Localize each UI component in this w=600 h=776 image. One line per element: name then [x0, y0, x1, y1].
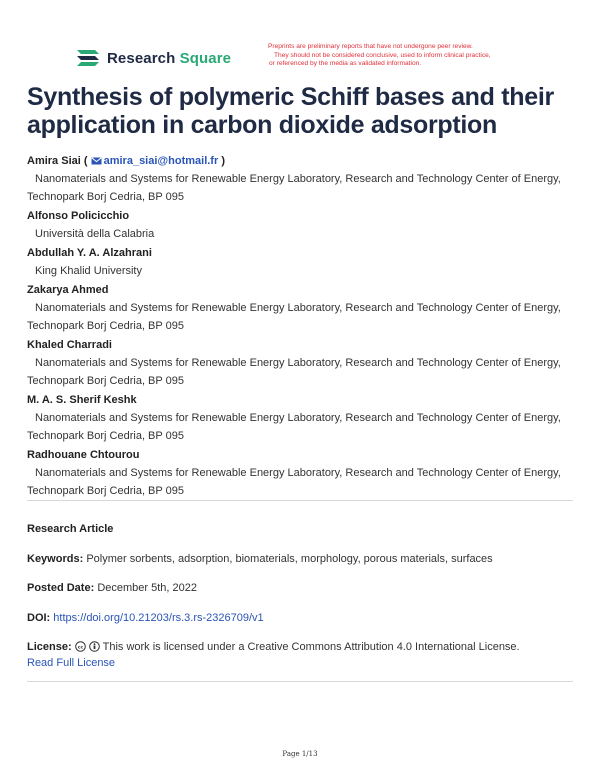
author-affiliation: Nanomaterials and Systems for Renewable Energy Laboratory, Research and Technology Center of Energy, Technopark Borj Cedria, BP 095 — [27, 412, 561, 442]
author-entry — [27, 391, 572, 445]
research-square-logo[interactable] — [75, 48, 231, 68]
author-name: Alfonso Policicchio — [27, 210, 130, 222]
creative-commons-icon — [75, 641, 86, 652]
license-text: This work is licensed under a Creative Commons Attribution 4.0 International License. — [102, 641, 520, 653]
posted-date-value: December 5th, 2022 — [97, 582, 197, 594]
preprint-disclaimer: Preprints are preliminary reports that have not undergone peer review. They should not be considered conclusive, used to inform clinical practice, or referenced by the media as validated information. — [268, 43, 491, 68]
keywords — [27, 551, 573, 567]
keywords-value: Polymer sorbents, adsorption, biomaterials, morphology, porous materials, surfaces — [86, 553, 493, 565]
author-name: Khaled Charradi — [27, 339, 112, 351]
author-name: Abdullah Y. A. Alzahrani — [27, 247, 152, 259]
author-name: Zakarya Ahmed — [27, 284, 109, 296]
mail-icon — [91, 157, 102, 165]
research-square-logo-icon — [75, 48, 101, 68]
doi-link[interactable]: https://doi.org/10.21203/rs.3.rs-2326709/v1 — [53, 612, 264, 624]
author-email-link[interactable]: amira_siai@hotmail.fr — [103, 155, 219, 167]
posted-date — [27, 580, 573, 596]
read-full-license-link[interactable]: Read Full License — [27, 657, 116, 669]
paper-title: Synthesis of polymeric Schiff bases and their application in carbon dioxide adsorption — [27, 83, 554, 139]
author-entry — [27, 336, 572, 390]
author-affiliation: Nanomaterials and Systems for Renewable Energy Laboratory, Research and Technology Center of Energy, Technopark Borj Cedria, BP 095 — [27, 467, 561, 497]
author-name: Amira Siai ( amira_siai@hotmail.fr ) — [27, 155, 225, 167]
author-affiliation: King Khalid University — [35, 265, 142, 277]
doi — [27, 610, 573, 626]
page-number: Page 1/13 — [282, 750, 318, 758]
license-label: License: — [27, 641, 72, 653]
page-header — [0, 0, 600, 80]
logo-text: Research Square — [107, 49, 232, 67]
author-affiliation: Nanomaterials and Systems for Renewable Energy Laboratory, Research and Technology Center of Energy, Technopark Borj Cedria, BP 095 — [27, 302, 561, 332]
author-affiliation: Nanomaterials and Systems for Renewable Energy Laboratory, Research and Technology Center of Energy, Technopark Borj Cedria, BP 095 — [27, 173, 561, 203]
license — [27, 639, 573, 671]
divider-top — [27, 500, 573, 501]
author-entry — [27, 152, 572, 206]
svg-text:cc: cc — [77, 645, 83, 651]
author-affiliation: Università della Calabria — [35, 228, 155, 240]
keywords-label: Keywords: — [27, 553, 84, 565]
article-type: Research Article — [27, 523, 114, 535]
author-name: Radhouane Chtourou — [27, 449, 140, 461]
author-affiliation: Nanomaterials and Systems for Renewable Energy Laboratory, Research and Technology Center of Energy, Technopark Borj Cedria, BP 095 — [27, 357, 561, 387]
author-entry — [27, 207, 572, 243]
author-name: M. A. S. Sherif Keshk — [27, 394, 137, 406]
doi-label: DOI: — [27, 612, 51, 624]
author-list — [27, 152, 572, 501]
author-entry — [27, 244, 572, 280]
author-entry — [27, 446, 572, 500]
divider-bottom — [27, 681, 573, 682]
posted-date-label: Posted Date: — [27, 582, 95, 594]
attribution-icon — [89, 641, 100, 652]
author-entry — [27, 281, 572, 335]
